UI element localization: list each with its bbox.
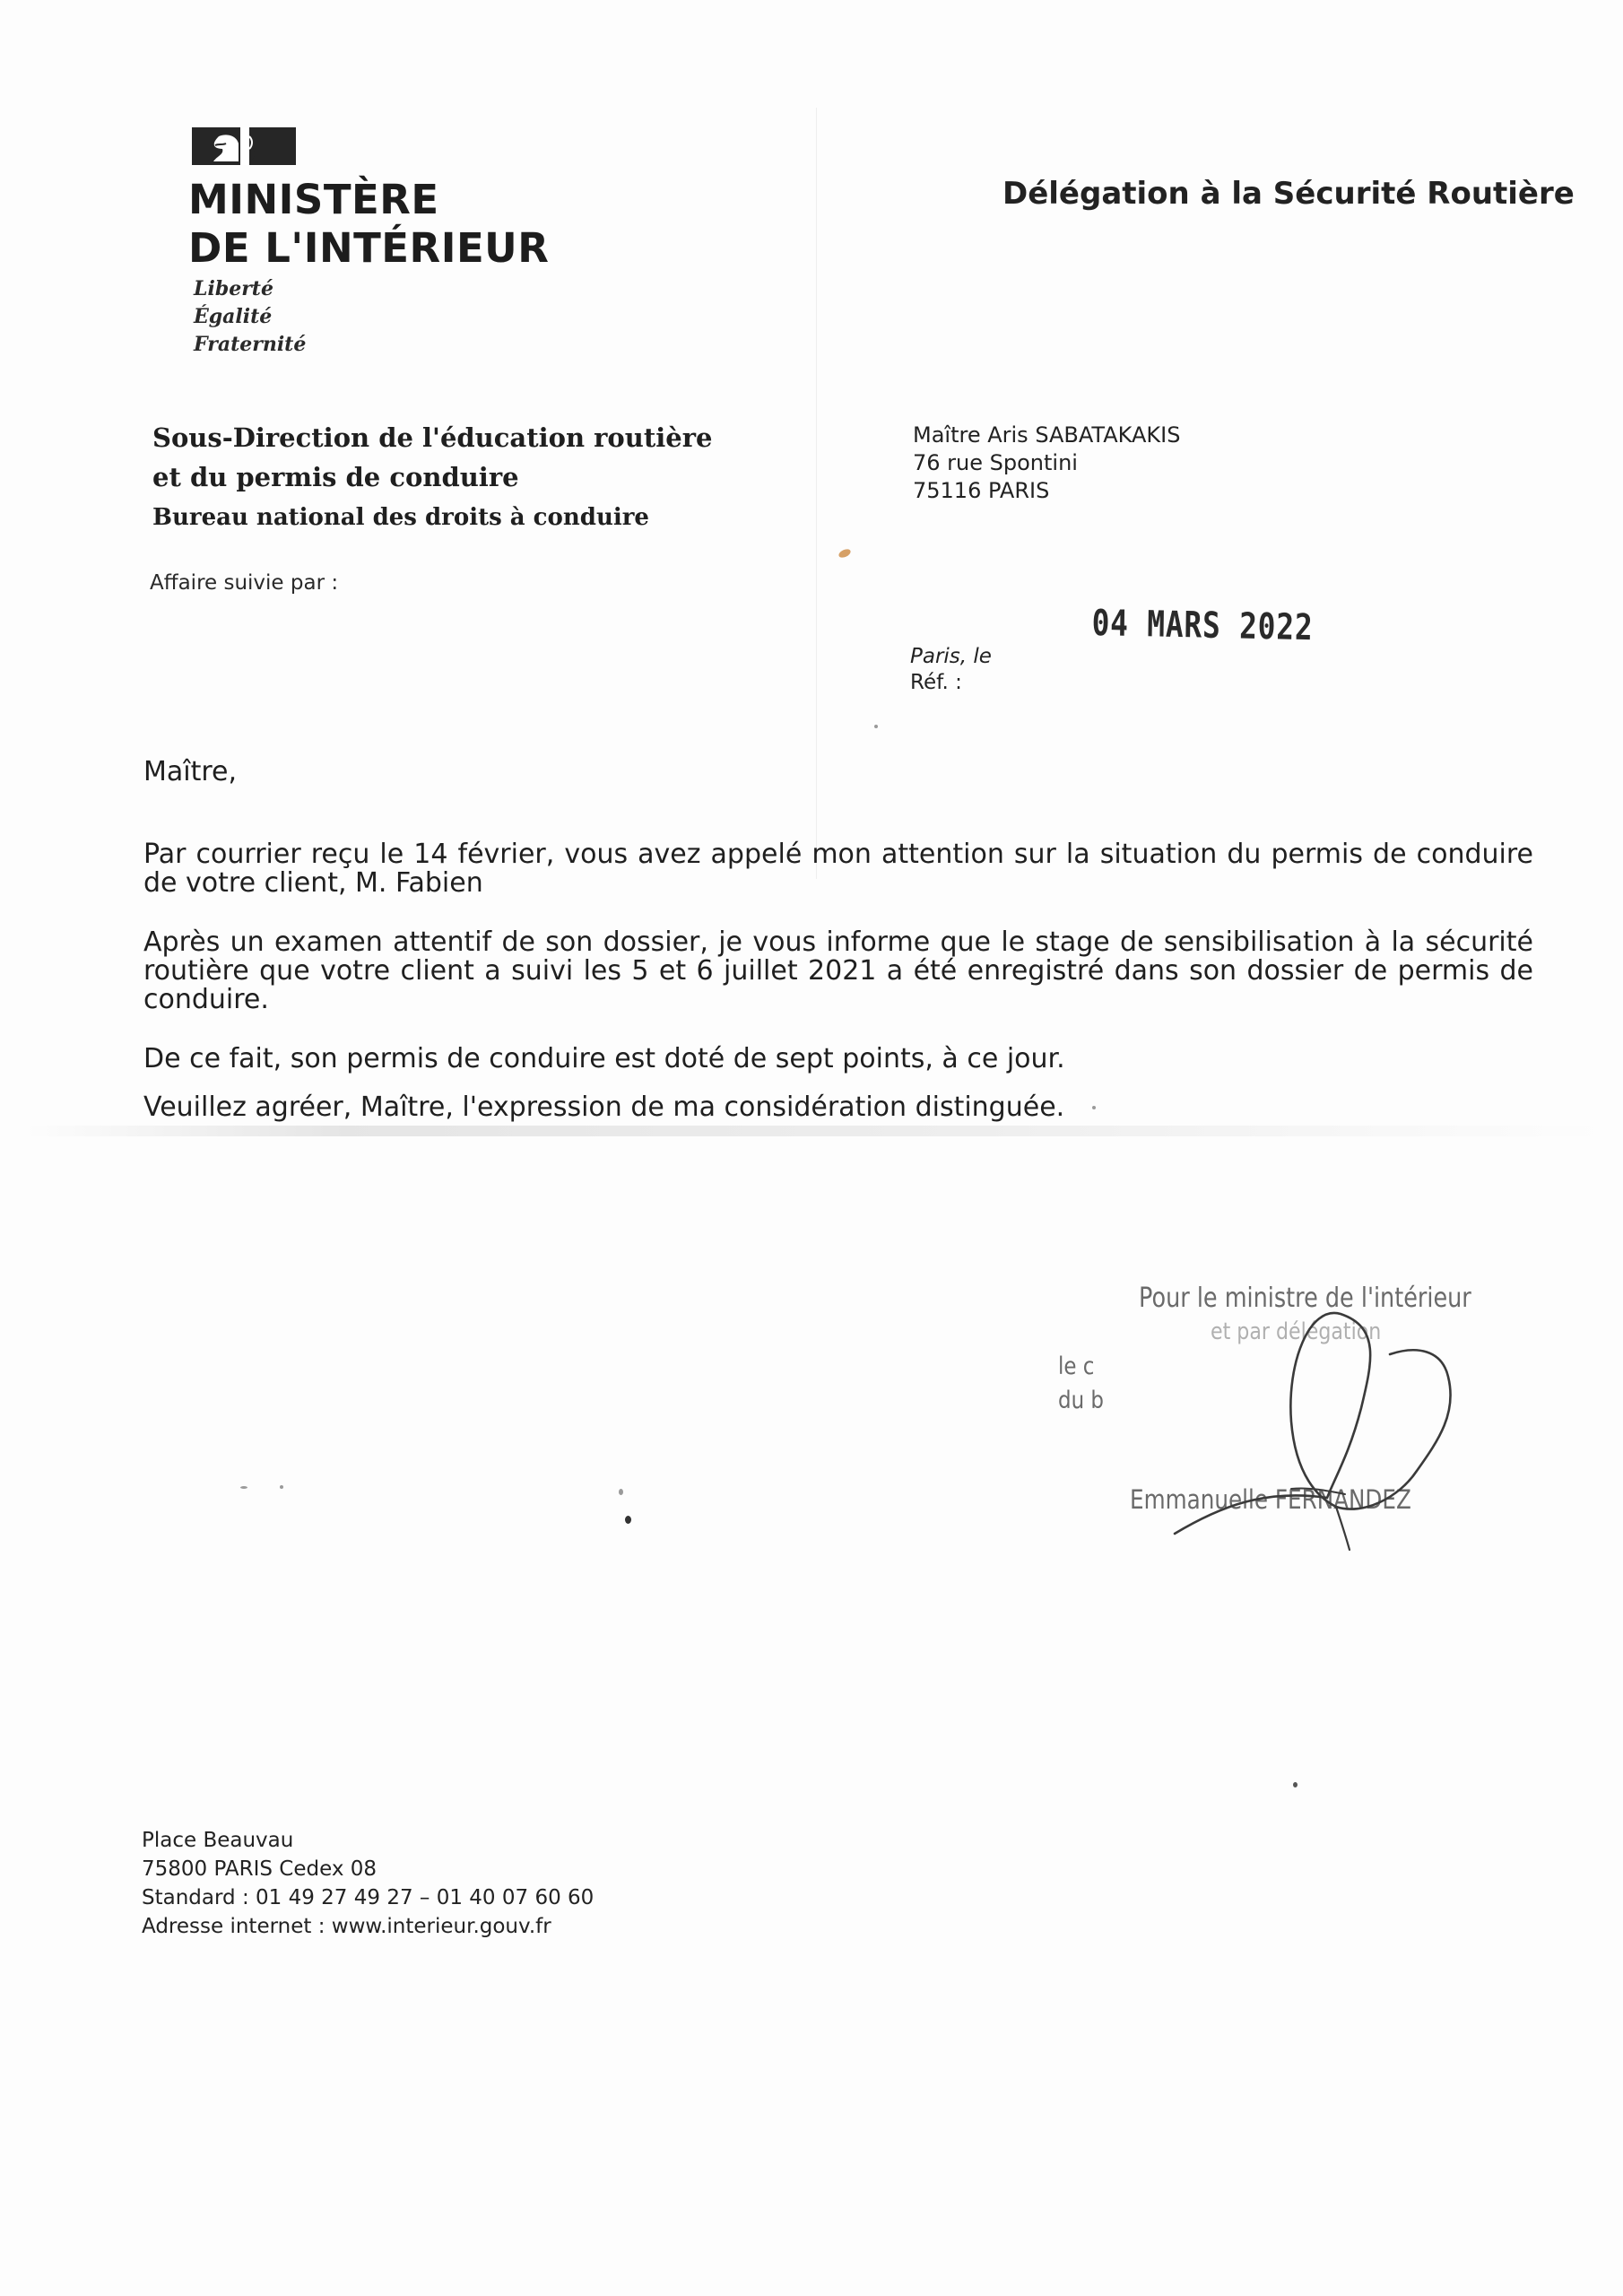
footer-address — [142, 1826, 594, 1941]
date-stamp: 04 MARS 2022 — [1091, 603, 1314, 649]
scan-speck — [838, 547, 852, 559]
service-line3: Bureau national des droits à conduire — [152, 504, 649, 531]
recipient-address — [913, 422, 1180, 505]
footer-line-1: Place Beauvau — [142, 1829, 294, 1852]
scan-speck — [625, 1516, 631, 1524]
scan-speck — [240, 1486, 247, 1489]
letter-salutation: Maître, — [143, 756, 238, 787]
ministry-name-line2: DE L'INTÉRIEUR — [188, 224, 550, 272]
recipient-city: 75116 PARIS — [913, 478, 1050, 503]
signature-line-4: du b — [1058, 1387, 1104, 1414]
republic-motto — [194, 275, 306, 359]
ministry-name — [188, 176, 549, 273]
motto-egalite: Égalité — [194, 305, 273, 328]
handwritten-signature — [1040, 1265, 1578, 1561]
signature-block — [1040, 1265, 1578, 1561]
dateline-place: Paris, le — [910, 645, 992, 668]
signature-name: Emmanuelle FERNANDEZ — [1130, 1484, 1411, 1515]
signature-line-1: Pour le ministre de l'intérieur — [1139, 1283, 1471, 1314]
recipient-street: 76 rue Spontini — [913, 450, 1078, 475]
letter-paragraph-1: Par courrier reçu le 14 février, vous avez appelé mon attention sur la situation du permis de conduire de votre client, M. Fabien — [143, 839, 1533, 899]
motto-fraternite: Fraternité — [194, 333, 307, 356]
footer-line-3: Standard : 01 49 27 49 27 – 01 40 07 60 60 — [142, 1886, 595, 1909]
marianne-logo-icon — [192, 126, 296, 167]
scan-speck — [874, 725, 878, 728]
dateline — [910, 644, 992, 696]
footer-line-2: 75800 PARIS Cedex 08 — [142, 1857, 378, 1881]
letter-body — [143, 758, 1533, 1122]
signature-line-2: et par délégation — [1211, 1318, 1382, 1345]
service-line2: et du permis de conduire — [152, 462, 519, 492]
scan-speck — [280, 1485, 283, 1489]
dateline-ref: Réf. : — [910, 671, 962, 694]
scan-speck — [619, 1489, 623, 1495]
letter-paragraph-2: Après un examen attentif de son dossier, je vous informe que le stage de sensibilisation à la sécurité routière que votre client a suivi les 5 et 6 juillet 2021 a été enregistré dans son dossier de permis de conduire. — [143, 926, 1533, 1015]
footer-line-4: Adresse internet : www.interieur.gouv.fr — [142, 1915, 551, 1938]
letter-paragraph-3: De ce fait, son permis de conduire est doté de sept points, à ce jour. — [143, 1043, 1065, 1074]
service-line1: Sous-Direction de l'éducation routière — [152, 422, 713, 453]
signature-line-3: le c — [1058, 1352, 1095, 1380]
recipient-name: Maître Aris SABATAKAKIS — [913, 422, 1181, 448]
motto-liberte: Liberté — [194, 277, 273, 300]
letter-closing: Veuillez agréer, Maître, l'expression de ma considération distinguée. — [143, 1091, 1065, 1123]
case-followed-by: Affaire suivie par : — [150, 571, 339, 595]
ministry-name-line1: MINISTÈRE — [188, 176, 439, 223]
delegation-title: Délégation à la Sécurité Routière — [1002, 176, 1575, 212]
scan-speck — [1293, 1782, 1298, 1787]
scan-smear — [27, 1126, 1605, 1136]
service-block — [152, 420, 712, 536]
marianne-logo — [192, 126, 389, 166]
